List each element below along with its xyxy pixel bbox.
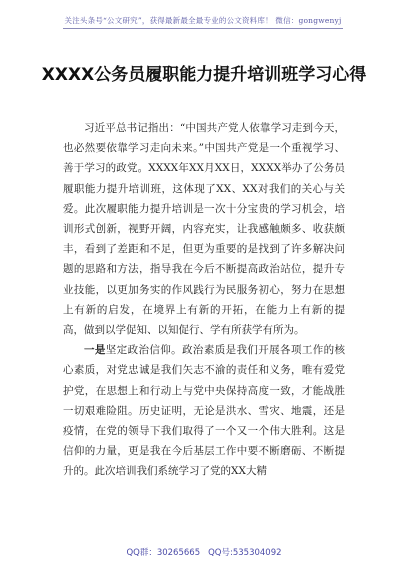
paragraph-intro: 习近平总书记指出：“中国共产党人依靠学习走到今天，也必然要依靠学习走向未来。”中国共产党是一个重视学习、善于学习的政党。XXXX年XX月XX日，XXXX举办了公务员履职能力提升培训班，这体现了XX、XX对我们的关心与关爱。此次履职能力提升培训是一次十分宝贵的学习机会，培训形式创新，视野开阔，内容充实，让我感触颇多、收获颇丰，看到了差距和不足，但更为重要的是找到了许多解决问题的思路和方法，指导我在今后不断提高政治站位，提升专业技能，以更加务实的作风践行为民服务初心，努力在思想上有新的启发，在境界上有新的开拓，在能力上有新的提高，做到以学促知、以知促行、学有所获学有所为。 (63, 122, 345, 337)
footer-contact (0, 546, 408, 558)
footer-qq-group: QQ群：30265665 (126, 548, 201, 558)
footer-qq: QQ号:535304092 (208, 548, 282, 558)
header-banner: 关注头条号“公文研究”，获得最新最全最专业的公文资料库！ 微信：gongwenyj (63, 14, 343, 29)
paragraph-point-one (63, 340, 345, 481)
document-body (63, 118, 345, 482)
paragraph-text: 坚定政治信仰。政治素质是我们开展各项工作的核心素质，对党忠诚是我们矢志不渝的责任和义务，唯有爱党护党，在思想上和行动上与党中央保持高度一致，才能战胜一切艰难险阻。历史证明，无论是洪水、雪灾、地震，还是疫情，在党的领导下我们取得了一个又一个伟大胜利。这是信仰的力量，更是我在今后基层工作中要不断磨砺、不断提升的。此次培训我们系统学习了党的XX大精 (63, 344, 346, 478)
document-title: XXXX公务员履职能力提升培训班学习心得 (41, 65, 367, 85)
paragraph-lead: 一是 (84, 344, 106, 357)
